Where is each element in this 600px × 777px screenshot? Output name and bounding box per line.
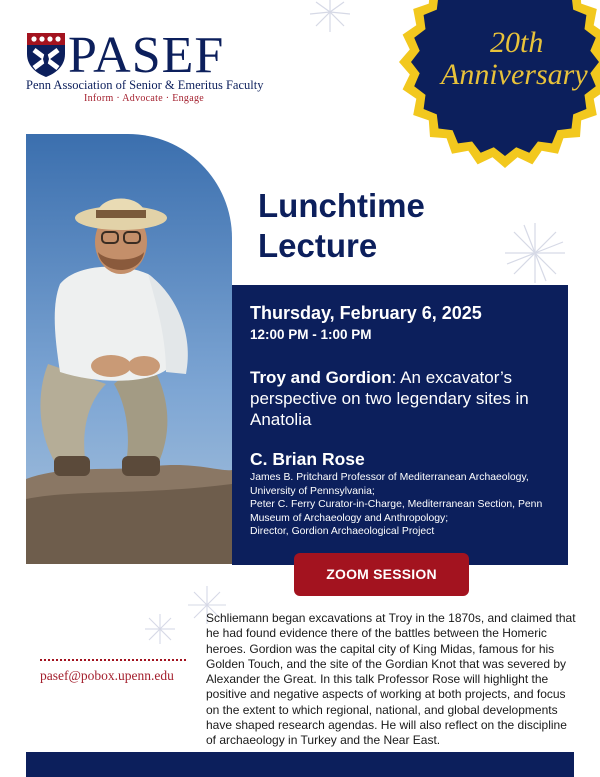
event-title-line-1: Lunchtime — [258, 187, 425, 224]
event-title-line-2: Lecture — [258, 227, 378, 264]
event-title — [258, 186, 425, 266]
talk-title — [250, 367, 550, 430]
logo-wordmark: PASEF — [68, 27, 225, 84]
affiliation-line: Director, Gordion Archaeological Project — [250, 526, 435, 537]
affiliation-line: James B. Pritchard Professor of Mediterranean Archaeology, University of Pennsylvania; — [250, 472, 529, 497]
talk-title-rest: : An excavator’s perspective on two legendary sites in Anatolia — [250, 368, 529, 429]
speaker-name: C. Brian Rose — [250, 449, 365, 469]
zoom-session-button[interactable]: ZOOM SESSION — [294, 553, 469, 596]
speaker-affiliations — [250, 471, 562, 539]
affiliation-line: Peter C. Ferry Curator-in-Charge, Mediterranean Section, Penn Museum of Archaeology and Anthropology; — [250, 499, 543, 524]
event-details-panel — [232, 285, 568, 565]
contact-email-link[interactable]: pasef@pobox.upenn.edu — [40, 668, 174, 683]
firework-decoration-small — [143, 612, 177, 646]
speaker-photo-illustration — [26, 134, 232, 564]
logo-tagline: Inform · Advocate · Engage — [84, 93, 204, 104]
talk-title-bold: Troy and Gordion — [250, 368, 392, 387]
speaker-photo — [26, 134, 232, 564]
seal-line-2: Anniversary — [441, 58, 588, 91]
event-time: 12:00 PM - 1:00 PM — [250, 327, 372, 342]
seal-line-1: 20th — [490, 26, 544, 59]
dotted-divider — [40, 659, 186, 661]
lecture-description: Schliemann began excavations at Troy in the 1870s, and claimed that he had found evidence there of the battles between the Homeric heroes. Gordion was the capital city of King Midas, famous for his Golden Touch, and the site of the Gordian Knot that was severed by Alexander the Great. In this talk Professor Rose will highlight the positive and negative aspects of working at both projects, and focus on the extent to which regional, national, and global developments have shaped research agendas. He will also reflect on the discipline of archaeology in Turkey and the Near East. — [206, 611, 576, 748]
event-date: Thursday, February 6, 2025 — [250, 303, 482, 323]
firework-decoration-right — [500, 218, 570, 288]
footer-bar — [26, 752, 574, 777]
logo-subtitle: Penn Association of Senior & Emeritus Faculty — [26, 78, 264, 92]
